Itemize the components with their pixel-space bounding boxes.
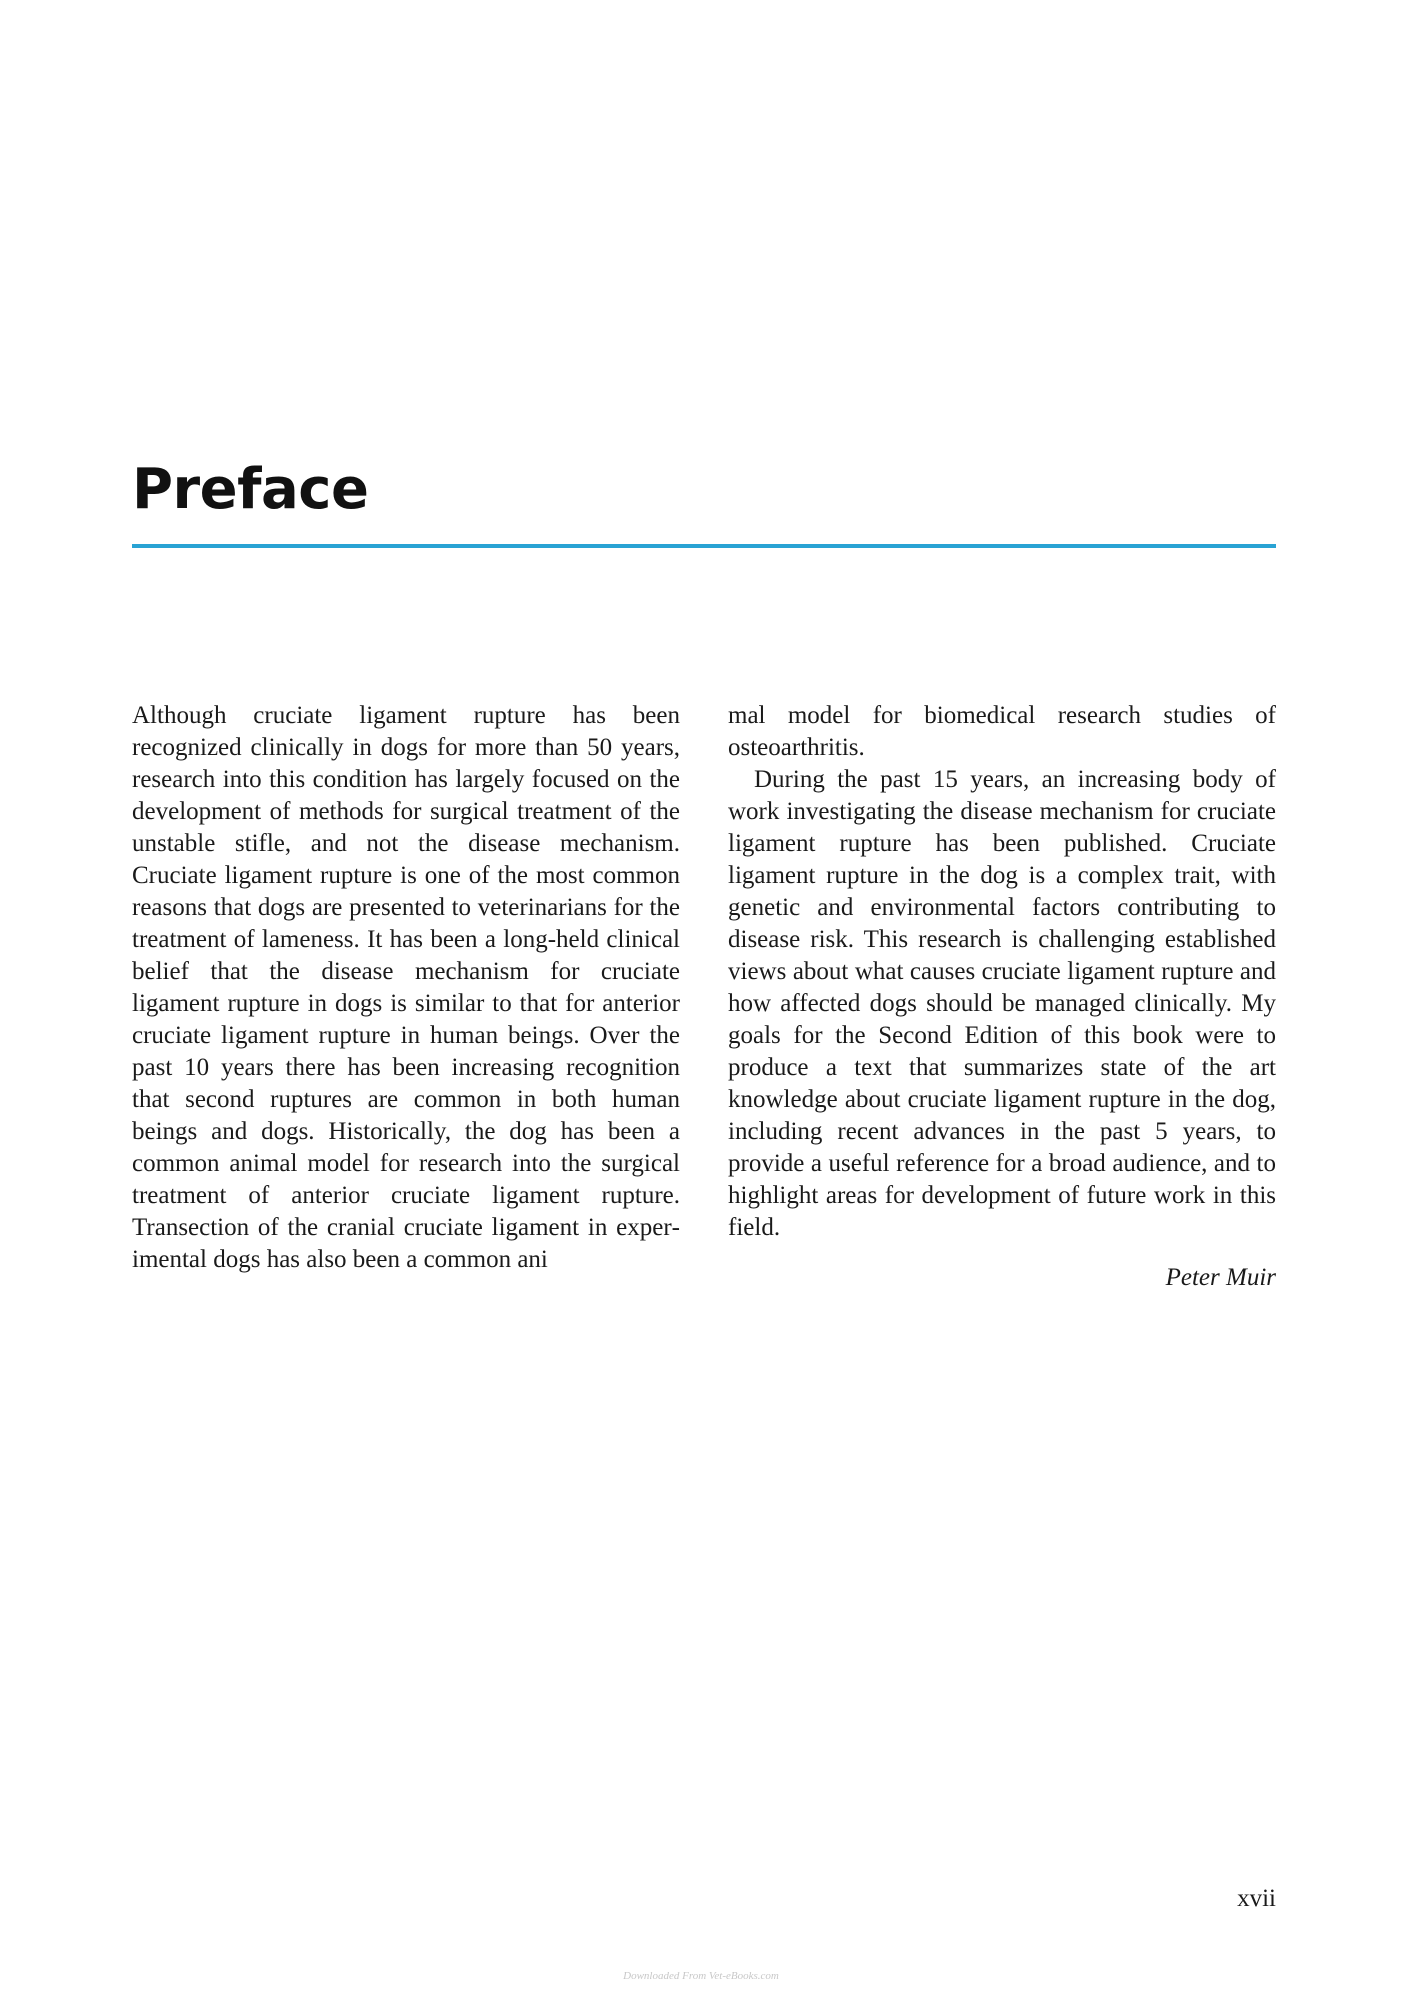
author-signature: Peter Muir (1165, 1264, 1276, 1291)
body-paragraph-1: Although cruciate ligament rupture has been recognized clinically in dogs for more than 50 years, research into this condition has largely focused on the development of methods for surgical treatment of the unstable stifle, and not the disease mechanism. Cruciate ligament rupture is one of the most common reasons that dogs are presented to veterinarians for the treatment of lameness. It has been a long-held clinical belief that the disease mechanism for cruciate ligament rupture in dogs is similar to that for anterior cruciate ligament rupture in human beings. Over the past 10 years there has been increasing recognition that second ruptures are common in both human beings and dogs. Historically, the dog has been a common animal model for research into the surgical treatment of anterior cruciate ligament rupture. Transection of the cranial cruciate ligament in experimental dogs has also been a common ani (132, 702, 680, 1273)
watermark: Downloaded From Vet-eBooks.com (623, 1970, 779, 1982)
title-rule (132, 544, 1276, 548)
right-column (728, 700, 1276, 1294)
left-column (132, 700, 680, 1276)
page-number: xvii (1237, 1885, 1276, 1912)
body-paragraph-1-continuation: mal model for biomedical research studies of osteoarthritis. (728, 702, 1276, 761)
page-title: Preface (132, 457, 369, 522)
body-paragraph-2: During the past 15 years, an increasing body of work investigating the disease mechanism for cruciate ligament rupture has been published. Cruciate ligament rupture in the dog is a complex trait, with genetic and environmental factors contributing to disease risk. This research is challenging established views about what causes cruciate ligament rupture and how affected dogs should be managed clinically. My goals for the Second Edition of this book were to produce a text that summarizes state of the art knowledge about cruciate ligament rupture in the dog, including recent advances in the past 5 years, to provide a useful reference for a broad audience, and to highlight areas for development of future work in this field. (728, 766, 1276, 1241)
